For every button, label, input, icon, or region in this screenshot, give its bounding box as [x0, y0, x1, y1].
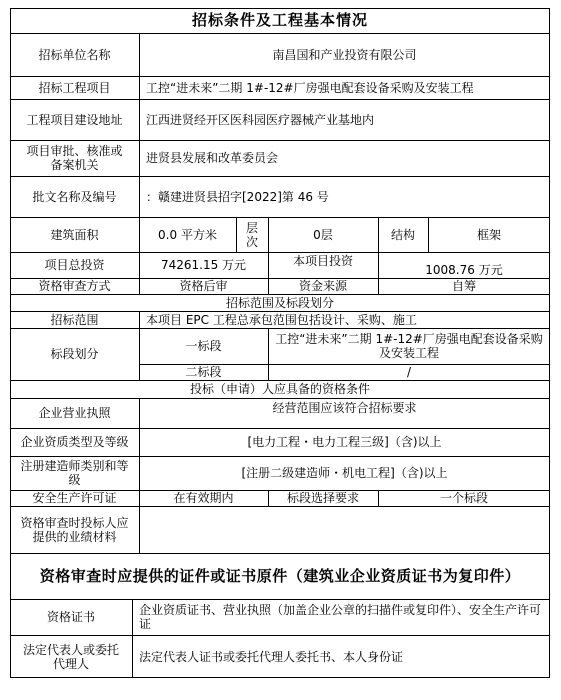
this-investment-label: 本项目投资: [292, 254, 353, 268]
approval-doc-value: ：赣建进贤县招字[2022]第 46 号: [146, 189, 329, 204]
area-label: 建筑面积: [50, 227, 99, 242]
license-value: 经营范围应该符合招标要求: [272, 401, 417, 415]
project-label: 招标工程项目: [38, 80, 111, 95]
qualification-section-header: 投标（申请）人应具备的资格条件: [189, 382, 370, 396]
review-method-value: 资格后审: [179, 279, 228, 293]
first-section-label: 一标段: [185, 339, 222, 353]
safety-permit-label: 安全生产许可证: [32, 491, 117, 505]
license-label: 企业营业执照: [38, 406, 111, 420]
project-value: 工控“进未来”二期 1#-12#厂房强电配套设备采购及安装工程: [146, 80, 474, 95]
site-label: 工程项目建设地址: [26, 112, 123, 127]
approval-org-value: 进贤县发展和改革委员会: [146, 151, 279, 165]
bid-unit-label: 招标单位名称: [38, 47, 111, 62]
page-title: 招标条件及工程基本情况: [191, 11, 368, 29]
bid-unit-value: 南昌国和产业投资有限公司: [272, 47, 417, 62]
section-selection-value: 一个标段: [439, 491, 488, 505]
qualification-grade-value: [电力工程・电力工程三级]（含)以上: [247, 435, 442, 449]
certificates-label: 资格证书: [46, 610, 95, 624]
legal-representative-label: 法定代表人或委托代理人: [22, 642, 119, 671]
performance-materials-value: [139, 506, 550, 553]
fund-source-label: 资金来源: [298, 279, 347, 293]
performance-materials-label: 资格审查时投标人应提供的业绩材料: [20, 515, 129, 544]
first-section-value: 工控“进未来”二期 1#-12#厂房强电配套设备采购及安装工程: [275, 332, 543, 360]
scope-section-header: 招标范围及标段划分: [225, 295, 334, 310]
qualification-grade-label: 企业资质类型及等级: [20, 435, 129, 449]
second-section-value: /: [406, 365, 412, 379]
this-investment-value: 1008.76 万元: [425, 263, 503, 277]
site-value: 江西进贤经开区医科园医疗器械产业基地内: [146, 112, 375, 127]
fund-source-value: 自筹: [451, 279, 476, 293]
review-method-label: 资格审查方式: [38, 279, 111, 293]
total-investment-label: 项目总投资: [44, 258, 105, 272]
approval-doc-label: 批文名称及编号: [32, 189, 117, 204]
legal-representative-value: 法定代表人证书或委托代理人委托书、本人身份证: [139, 649, 404, 664]
bid-conditions-document: [10, 8, 550, 678]
total-investment-value: 74261.15 万元: [160, 258, 247, 272]
structure-label: 结构: [390, 227, 415, 242]
engineer-value: [注册二级建造师・机电工程]（含)以上: [241, 466, 448, 480]
approval-org-label: 项目审批、核准或备案机关: [26, 144, 123, 172]
section-selection-label: 标段选择要求: [286, 491, 359, 505]
certificates-value: 企业资质证书、营业执照（加盖企业公章的扫描件或复印件）、安全生产许可证: [139, 603, 542, 631]
second-section-label: 二标段: [185, 365, 222, 379]
structure-value: 框架: [476, 227, 501, 242]
area-value: 0.0 平方米: [158, 227, 217, 242]
engineer-label: 注册建造师类别和等级: [20, 459, 129, 487]
safety-permit-value: 在有效期内: [173, 491, 234, 505]
floors-value: 0层: [313, 227, 333, 242]
scope-label: 招标范围: [50, 312, 99, 327]
certificate-section-title: 资格审查时应提供的证件或证书原件（建筑业企业资质证书为复印件）: [39, 566, 521, 585]
floors-label: 层次: [245, 220, 258, 249]
sections-label: 标段划分: [50, 347, 99, 361]
scope-value: 本项目 EPC 工程总承包范围包括设计、采购、施工: [146, 312, 417, 327]
